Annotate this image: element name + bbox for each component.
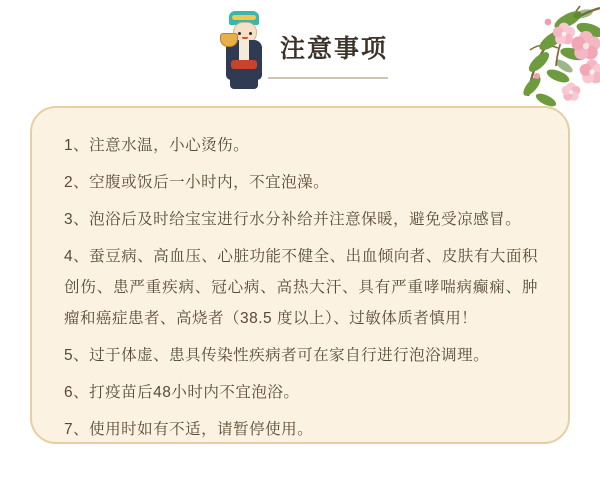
list-item: 5、过于体虚、患具传染性疾病者可在家自行进行泡浴调理。 [64,347,490,364]
list-item: 1、注意水温，小心烫伤。 [64,137,250,154]
page-title: 注意事项 [280,34,389,63]
title-divider [268,77,388,79]
notice-card [30,106,570,444]
list-item: 2、空腹或饭后一小时内，不宜泡澡。 [64,174,330,191]
notice-card-body [48,130,552,438]
page-header [0,0,600,100]
list-item: 7、使用时如有不适，请暂停使用。 [64,421,314,438]
chef-character-icon [218,11,270,89]
list-item: 4、蚕豆病、高血压、心脏功能不健全、出血倾向者、皮肤有大面积创伤、患严重疾病、冠心病、高热大汗、具有严重哮喘病癫痫、肿瘤和癌症患者、高烧者（38.5 度以上）、过敏体质者慎用！ [64,248,538,327]
notice-list [48,130,552,445]
list-item: 6、打疫苗后48小时内不宜泡浴。 [64,384,300,401]
list-item: 3、泡浴后及时给宝宝进行水分补给并注意保暖，避免受凉感冒。 [64,211,522,228]
